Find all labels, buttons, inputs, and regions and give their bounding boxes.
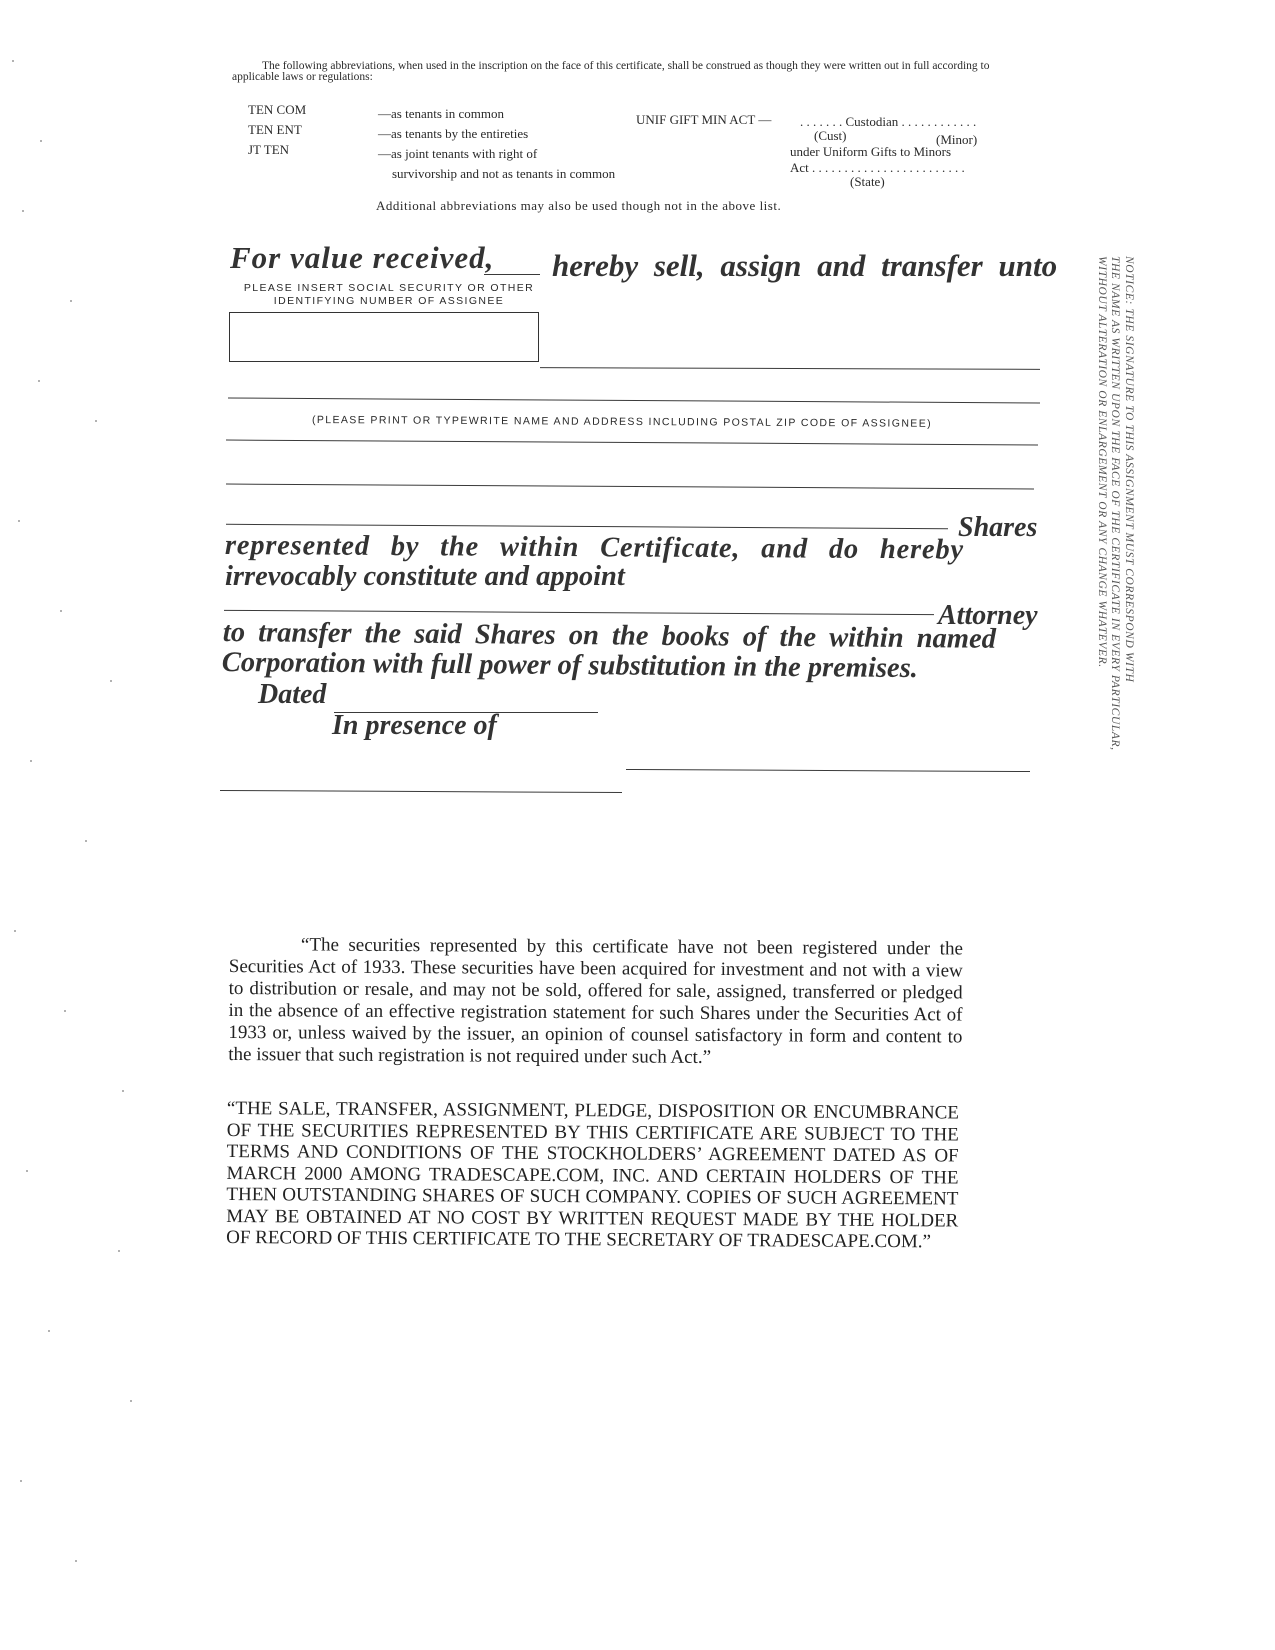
intro-text <box>232 60 1062 83</box>
ssn-label <box>234 282 544 308</box>
stockholders-agreement-legend: “THE SALE, TRANSFER, ASSIGNMENT, PLEDGE, DISPOSITION OR ENCUMBRANCE OF THE SECURITIES REPRESENTED BY THIS CERTIFICATE ARE SUBJECT TO THE TERMS AND CONDITIONS OF THE STOCKHOLDERS’ AGREEMENT DATED AS OF MARCH 2000 AMONG TRADESCAPE.COM, INC. AND CERTAIN HOLDERS OF THE THEN OUTSTANDING SHARES OF SUCH COMPANY. COPIES OF SUCH AGREEMENT MAY BE OBTAINED AT NO COST BY WRITTEN REQUEST MADE BY THE HOLDER OF RECORD OF THIS CERTIFICATE TO THE SECRETARY OF TRADESCAPE.COM.” <box>226 1098 959 1253</box>
represented-line-1: represented by the within Certificate, and do hereby <box>224 530 964 566</box>
securities-act-legend: “The securities represented by this certificate have not been registered under the Securities Act of 1933. These securities have been acquired for investment and not with a view to distribution or resale, and may not be sold, offered for sale, assigned, transferred or pledged in the absence of an effective registration statement for such Shares under the Securities Act of 1933 or, unless waived by the issuer, an opinion of counsel satisfactory in form and content to the issuer that such registration is not required under such Act.” <box>228 934 963 1068</box>
intro-line-2: applicable laws or regulations: <box>232 71 373 83</box>
in-presence-of: In presence of <box>332 710 497 741</box>
unif-state: (State) <box>850 174 885 189</box>
abbreviation-codes <box>248 100 306 160</box>
ssn-label-line-1: PLEASE INSERT SOCIAL SECURITY OR OTHER <box>243 282 535 294</box>
assignee-line-2[interactable] <box>228 398 1040 404</box>
unif-gift-label: UNIF GIFT MIN ACT — <box>636 112 772 127</box>
represented-line-2: irrevocably constitute and appoint <box>225 561 625 592</box>
attorney-word: Attorney <box>938 600 1038 631</box>
assignee-line-4[interactable] <box>226 484 1034 490</box>
notice-line-1: NOTICE: THE SIGNATURE TO THIS ASSIGNMENT MUST CORRESPOND WITH <box>1123 256 1135 683</box>
shares-line[interactable] <box>226 524 948 529</box>
hereby-sell-assign: hereby sell, assign and transfer unto <box>552 248 1058 283</box>
additional-abbreviations: Additional abbreviations may also be used though not in the above list. <box>376 198 782 213</box>
abbr-code: TEN COM <box>248 102 307 117</box>
unif-dots: . . . . . . . . . . . . . . . . . . . . . . . . <box>812 160 965 175</box>
signature-notice <box>1095 256 1136 751</box>
abbr-meaning-continuation: survivorship and not as tenants in common <box>392 166 616 181</box>
assignee-line-1[interactable] <box>540 367 1040 370</box>
for-value-received: For value received, <box>230 240 495 275</box>
dated-label: Dated <box>258 679 327 710</box>
abbr-code: JT TEN <box>248 142 290 157</box>
abbr-meaning: —as tenants by the entireties <box>378 126 529 141</box>
notice-line-2: THE NAME AS WRITTEN UPON THE FACE OF THE CERTIFICATE IN EVERY PARTICULAR, <box>1109 256 1122 751</box>
print-name-label: (PLEASE PRINT OR TYPEWRITE NAME AND ADDRESS INCLUDING POSTAL ZIP CODE OF ASSIGNEE) <box>311 414 933 430</box>
transfer-line-2: Corporation with full power of substitution in the premises. <box>221 647 919 685</box>
abbr-code: TEN ENT <box>248 122 302 137</box>
abbr-meaning: —as joint tenants with right of <box>378 146 538 161</box>
assignee-line-3[interactable] <box>226 440 1038 446</box>
unif-cust: (Cust) <box>814 128 847 143</box>
notice-line-3: WITHOUT ALTERATION OR ENLARGEMENT OR ANY CHANGE WHATEVER. <box>1096 256 1108 668</box>
ssn-input-box[interactable] <box>229 312 539 362</box>
unif-dots: . . . . . . . <box>800 114 843 129</box>
intro-line-1: The following abbreviations, when used in the inscription on the face of this certificate, shall be construed as though they were written out in full according to <box>262 60 990 72</box>
assignor-blank <box>484 274 540 275</box>
transfer-line-1: to transfer the said Shares on the books of the within named <box>222 617 997 655</box>
witness-signature-line[interactable] <box>220 790 622 793</box>
unif-custodian: Custodian <box>845 114 899 129</box>
signature-line[interactable] <box>626 769 1030 772</box>
unif-under: under Uniform Gifts to Minors <box>790 144 952 159</box>
ssn-label-line-2: IDENTIFYING NUMBER OF ASSIGNEE <box>273 295 505 307</box>
shares-word: Shares <box>958 512 1038 543</box>
unif-dots: . . . . . . . . . . . . <box>901 114 977 129</box>
attorney-line[interactable] <box>224 610 934 615</box>
unif-act: Act <box>790 160 809 175</box>
unif-minor: (Minor) <box>936 132 978 147</box>
abbreviation-meanings <box>378 104 615 184</box>
abbr-meaning: —as tenants in common <box>378 106 505 121</box>
